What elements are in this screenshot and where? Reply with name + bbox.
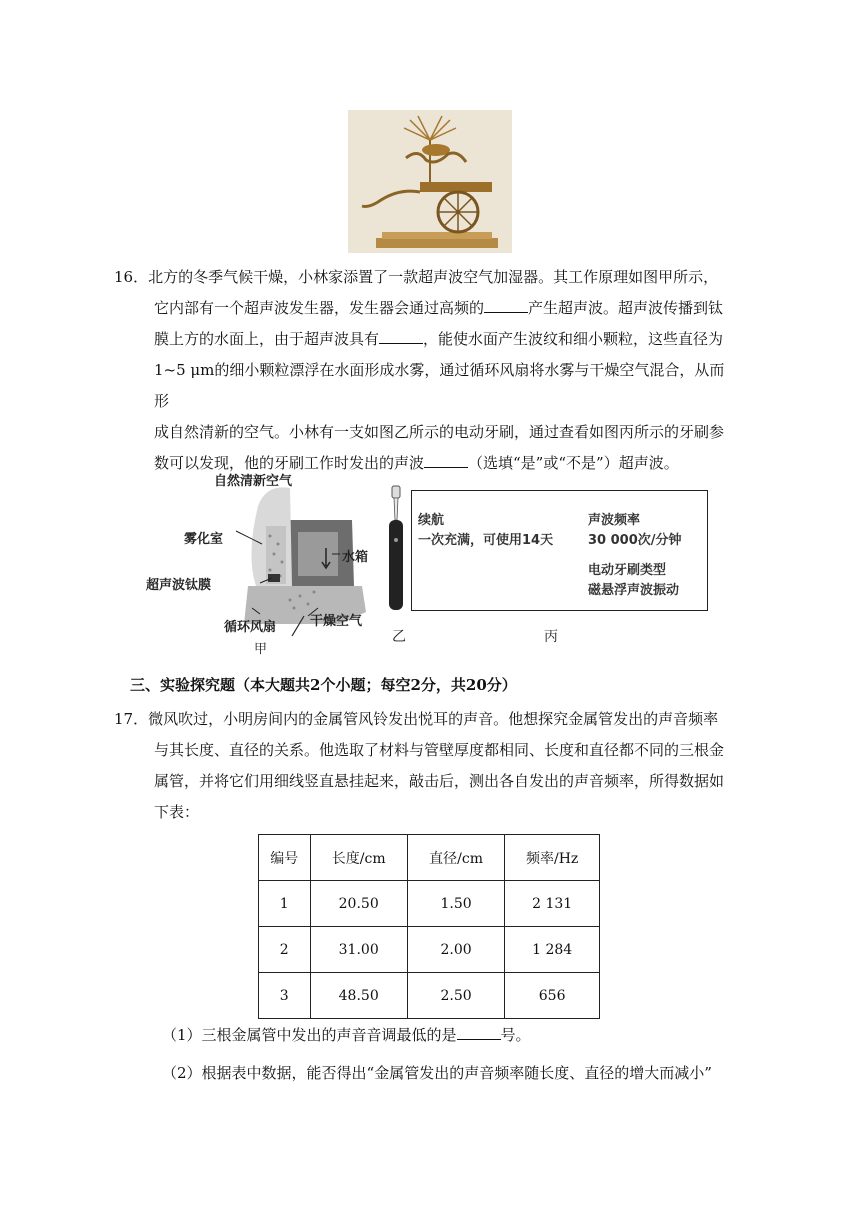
figure-caption-bing: 丙 [544, 629, 558, 645]
table-cell: 20.50 [310, 881, 407, 927]
label-fresh-air: 自然清新空气 [214, 474, 293, 489]
table-cell: 1.50 [407, 881, 504, 927]
q17-sub-1: （1）三根金属管中发出的声音音调最低的是 号。 [162, 1026, 531, 1044]
figure-caption-jia: 甲 [254, 642, 268, 657]
section-heading-experiment: 三、实验探究题（本大题共2个小题；每空2分，共20分） [130, 676, 517, 694]
spec-type-value: 磁悬浮声波振动 [588, 583, 680, 598]
table-header-cell: 长度/cm [310, 835, 407, 881]
q16-line-4: 1~5 μm的细小颗粒漂浮在水面形成水雾，通过循环风扇将水雾与干燥空气混合，从而形 [154, 361, 725, 410]
label-ultrasonic-film: 超声波钛膜 [146, 578, 212, 593]
q17-line-2: 与其长度、直径的关系。他选取了材料与管壁厚度都相同、长度和直径都不同的三根金 [154, 741, 725, 759]
table-row [259, 927, 600, 973]
q16-line-2: 它内部有一个超声波发生器，发生器会通过高频的 产生超声波。超声波传播到钛 [154, 299, 724, 317]
table-cell: 1 284 [505, 927, 600, 973]
answer-blank-4[interactable] [457, 1025, 501, 1040]
question-16 [114, 262, 738, 479]
label-atomizer-chamber: 雾化室 [184, 532, 224, 547]
table-cell: 1 [259, 881, 311, 927]
answer-blank-1[interactable] [484, 298, 528, 313]
table-header-cell: 直径/cm [407, 835, 504, 881]
q16-line-5: 成自然清新的空气。小林有一支如图乙所示的电动牙刷，通过查看如图丙所示的牙刷参 [154, 423, 725, 441]
q16-line-3: 膜上方的水面上，由于超声波具有 ，能使水面产生波纹和细小颗粒，这些直径为 [154, 330, 724, 348]
spec-range-value: 一次充满，可使用14天 [418, 533, 554, 548]
answer-blank-3[interactable] [424, 453, 468, 468]
table-cell: 2.00 [407, 927, 504, 973]
table-cell: 2 131 [505, 881, 600, 927]
table-row [259, 973, 600, 1019]
question-17 [114, 704, 738, 828]
q16-line-6: 数可以发现，他的牙刷工作时发出的声波 （选填“是”或“不是”）超声波。 [154, 454, 679, 472]
table-row [259, 881, 600, 927]
spec-range-title: 续航 [418, 513, 445, 528]
figure-caption-yi: 乙 [392, 629, 406, 645]
toothbrush-illustration [384, 480, 408, 612]
table-cell: 31.00 [310, 927, 407, 973]
table-cell: 2.50 [407, 973, 504, 1019]
humidifier-diagram [140, 466, 380, 666]
bronze-chariot-photo [348, 110, 512, 253]
table-header-cell: 频率/Hz [505, 835, 600, 881]
label-dry-air: 干燥空气 [310, 614, 363, 629]
frequency-data-table [258, 834, 600, 1019]
label-water-tank: 水箱 [342, 550, 369, 565]
spec-type-title: 电动牙刷类型 [588, 563, 667, 578]
label-circulating-fan: 循环风扇 [224, 620, 277, 635]
table-cell: 3 [259, 973, 311, 1019]
table-cell: 2 [259, 927, 311, 973]
q17-line-4: 下表： [154, 803, 200, 821]
table-header-row [259, 835, 600, 881]
q17-sub-2: （2）根据表中数据，能否得出“金属管发出的声音频率随长度、直径的增大而减小” [162, 1064, 712, 1082]
q16-line-1: 16．北方的冬季气候干燥，小林家添置了一款超声波空气加湿器。其工作原理如图甲所示， [114, 268, 719, 286]
table-cell: 48.50 [310, 973, 407, 1019]
toothbrush-spec-panel [411, 490, 708, 611]
answer-blank-2[interactable] [379, 329, 423, 344]
q17-line-3: 属管，并将它们用细线竖直悬挂起来，敲击后，测出各自发出的声音频率，所得数据如 [154, 772, 725, 790]
table-header-cell: 编号 [259, 835, 311, 881]
spec-frequency-title: 声波频率 [588, 513, 641, 528]
table-cell: 656 [505, 973, 600, 1019]
q17-line-1: 17．微风吹过，小明房间内的金属管风铃发出悦耳的声音。他想探究金属管发出的声音频率 [114, 710, 719, 728]
spec-frequency-value: 30 000次/分钟 [588, 533, 682, 548]
